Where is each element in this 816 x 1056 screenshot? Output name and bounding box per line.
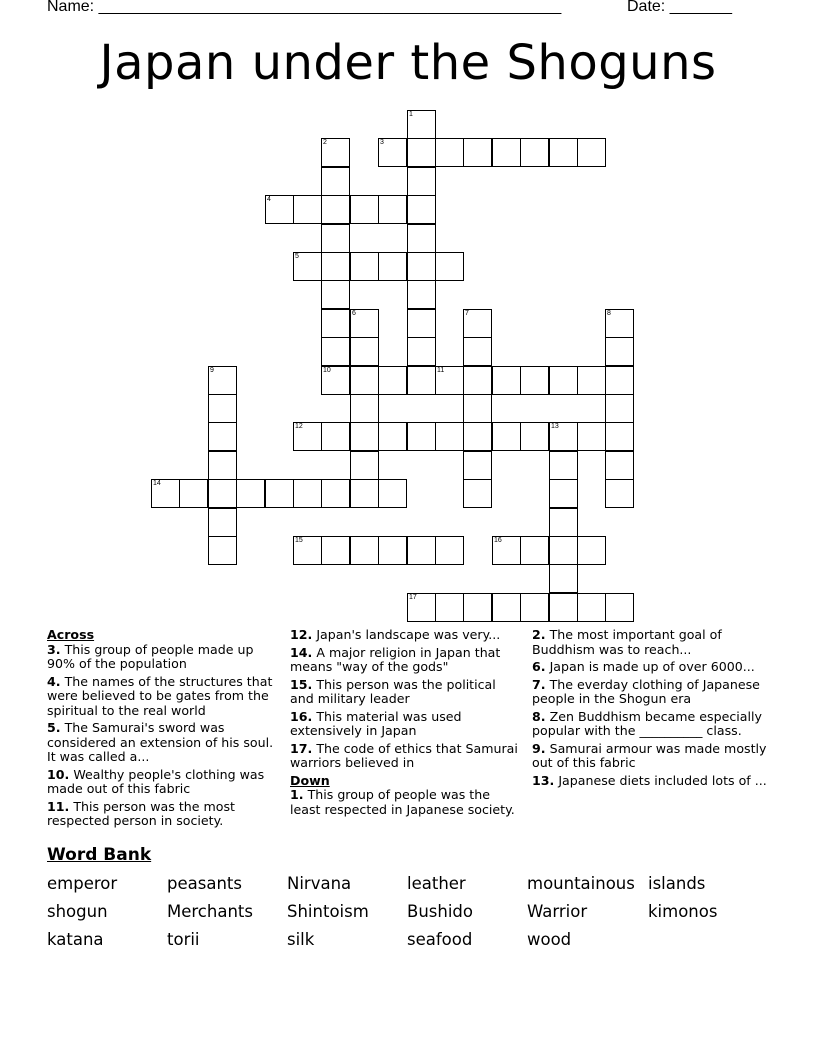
clue-number: 4	[267, 196, 271, 203]
clue-number: 12	[295, 423, 303, 430]
crossword-cell[interactable]	[492, 422, 521, 451]
crossword-cell[interactable]	[435, 138, 464, 167]
crossword-cell[interactable]	[407, 138, 436, 167]
clue-across-16: 16. This material was used extensively in Japan	[290, 708, 462, 738]
across-heading: Across	[47, 627, 95, 642]
word-bank-item: shogun	[47, 902, 108, 921]
crossword-cell[interactable]	[350, 479, 379, 508]
crossword-cell[interactable]	[463, 451, 492, 480]
crossword-cell[interactable]	[577, 536, 606, 565]
crossword-cell[interactable]	[605, 309, 634, 338]
crossword-cell[interactable]	[321, 309, 350, 338]
crossword-cell[interactable]	[321, 138, 350, 167]
crossword-cell[interactable]	[463, 309, 492, 338]
crossword-cell[interactable]	[407, 337, 436, 366]
crossword-cell[interactable]	[605, 394, 634, 423]
crossword-cell[interactable]	[407, 309, 436, 338]
crossword-cell[interactable]	[605, 366, 634, 395]
crossword-cell[interactable]	[463, 366, 492, 395]
word-bank-item: emperor	[47, 874, 118, 893]
crossword-cell[interactable]	[549, 536, 578, 565]
clue-number: 13	[551, 423, 559, 430]
crossword-cell[interactable]	[293, 252, 322, 281]
clue-number: 1	[409, 111, 413, 118]
crossword-cell[interactable]	[605, 451, 634, 480]
crossword-cell[interactable]	[492, 593, 521, 622]
crossword-cell[interactable]	[350, 195, 379, 224]
clues-column-1	[47, 628, 283, 832]
crossword-cell[interactable]	[549, 138, 578, 167]
clue-down-13: 13. Japanese diets included lots of ...	[532, 772, 767, 788]
crossword-cell[interactable]	[350, 252, 379, 281]
crossword-cell[interactable]	[549, 508, 578, 537]
crossword-cell[interactable]	[407, 280, 436, 309]
clue-number: 16	[494, 537, 502, 544]
clue-across-5: 5. The Samurai's sword was considered an extension of his soul. It was called a...	[47, 720, 274, 764]
word-bank-item: kimonos	[648, 902, 718, 921]
crossword-cell[interactable]	[549, 366, 578, 395]
crossword-cell[interactable]	[435, 252, 464, 281]
crossword-cell[interactable]	[378, 422, 407, 451]
crossword-cell[interactable]	[208, 479, 237, 508]
crossword-cell[interactable]	[549, 564, 578, 593]
crossword-cell[interactable]	[492, 536, 521, 565]
down-heading: Down	[290, 772, 330, 788]
crossword-cell[interactable]	[378, 366, 407, 395]
clue-across-4: 4. The names of the structures that were believed to be gates from the spiritual to the real world	[47, 673, 273, 718]
crossword-cell[interactable]	[435, 366, 464, 395]
clue-number: 2	[323, 139, 327, 146]
clue-across-12: 12. Japan's landscape was very...	[290, 627, 501, 642]
crossword-cell[interactable]	[463, 422, 492, 451]
clue-down-8: 8. Zen Buddhism became especially popular with the __________ class.	[532, 708, 762, 738]
crossword-cell[interactable]	[577, 366, 606, 395]
crossword-cell[interactable]	[407, 224, 436, 253]
date-field[interactable]: Date: _______	[627, 0, 732, 15]
word-bank-item: Bushido	[407, 902, 473, 921]
crossword-cell[interactable]	[350, 309, 379, 338]
crossword-cell[interactable]	[549, 451, 578, 480]
crossword-cell[interactable]	[520, 138, 549, 167]
clue-across-17: 17. The code of ethics that Samurai warriors believed in	[290, 740, 518, 770]
clue-across-10: 10. Wealthy people's clothing was made out of this fabric	[47, 766, 265, 796]
crossword-cell[interactable]	[492, 366, 521, 395]
crossword-cell[interactable]	[321, 167, 350, 196]
crossword-cell[interactable]	[236, 479, 265, 508]
word-bank-item: mountainous	[527, 874, 635, 893]
crossword-cell[interactable]	[350, 337, 379, 366]
crossword-cell[interactable]	[435, 536, 464, 565]
word-bank-item: Merchants	[167, 902, 253, 921]
crossword-cell[interactable]	[208, 508, 237, 537]
crossword-cell[interactable]	[463, 138, 492, 167]
crossword-cell[interactable]	[463, 593, 492, 622]
crossword-cell[interactable]	[321, 479, 350, 508]
clue-number: 14	[153, 480, 161, 487]
crossword-cell[interactable]	[407, 110, 436, 139]
word-bank-item: seafood	[407, 930, 473, 949]
crossword-cell[interactable]	[463, 479, 492, 508]
clue-number: 7	[465, 310, 469, 317]
page-title: Japan under the Shoguns	[99, 35, 717, 91]
clue-number: 8	[607, 310, 611, 317]
word-bank-item: Shintoism	[287, 902, 369, 921]
crossword-cell[interactable]	[321, 536, 350, 565]
crossword-cell[interactable]	[577, 422, 606, 451]
crossword-cell[interactable]	[208, 536, 237, 565]
clue-number: 17	[409, 594, 417, 601]
crossword-cell[interactable]	[407, 195, 436, 224]
crossword-cell[interactable]	[321, 337, 350, 366]
word-bank-heading: Word Bank	[47, 845, 152, 865]
clue-down-9: 9. Samurai armour was made mostly out of this fabric	[532, 740, 767, 770]
crossword-cell[interactable]	[605, 422, 634, 451]
clue-number: 5	[295, 253, 299, 260]
crossword-cell[interactable]	[265, 479, 294, 508]
crossword-cell[interactable]	[293, 195, 322, 224]
word-bank-item: wood	[527, 930, 572, 949]
clue-number: 9	[210, 367, 214, 374]
clue-number: 15	[295, 537, 303, 544]
clue-across-11: 11. This person was the most respected person in society.	[47, 798, 235, 828]
crossword-cell[interactable]	[549, 479, 578, 508]
crossword-cell[interactable]	[378, 252, 407, 281]
clue-down-1: 1. This group of people was the least respected in Japanese society.	[290, 787, 515, 817]
word-bank-item: silk	[287, 930, 315, 949]
clue-number: 6	[352, 310, 356, 317]
clue-number: 3	[380, 139, 384, 146]
clue-down-7: 7. The everday clothing of Japanese people in the Shogun era	[532, 676, 760, 706]
crossword-cell[interactable]	[350, 451, 379, 480]
crossword-cell[interactable]	[350, 394, 379, 423]
crossword-cell[interactable]	[378, 195, 407, 224]
crossword-cell[interactable]	[321, 422, 350, 451]
crossword-cell[interactable]	[407, 167, 436, 196]
crossword-cell[interactable]	[321, 366, 350, 395]
clue-down-6: 6. Japan is made up of over 6000...	[532, 659, 755, 674]
crossword-cell[interactable]	[520, 536, 549, 565]
name-field[interactable]: Name: ____________________________________________________	[47, 0, 562, 15]
crossword-cell[interactable]	[350, 536, 379, 565]
crossword-cell[interactable]	[435, 422, 464, 451]
word-bank-item: peasants	[167, 874, 242, 893]
crossword-cell[interactable]	[605, 479, 634, 508]
crossword-cell[interactable]	[208, 422, 237, 451]
crossword-cell[interactable]	[293, 422, 322, 451]
crossword-cell[interactable]	[605, 337, 634, 366]
word-bank-item: islands	[648, 874, 706, 893]
crossword-cell[interactable]	[407, 422, 436, 451]
crossword-cell[interactable]	[208, 451, 237, 480]
crossword-cell[interactable]	[520, 593, 549, 622]
clues-column-3	[532, 628, 768, 791]
crossword-cell[interactable]	[350, 366, 379, 395]
crossword-cell[interactable]	[293, 536, 322, 565]
crossword-cell[interactable]	[208, 366, 237, 395]
word-bank-item: Nirvana	[287, 874, 352, 893]
crossword-cell[interactable]	[179, 479, 208, 508]
crossword-cell[interactable]	[151, 479, 180, 508]
crossword-cell[interactable]	[407, 593, 436, 622]
clue-down-2: 2. The most important goal of Buddhism was to reach...	[532, 627, 722, 657]
word-bank-item: Warrior	[527, 902, 588, 921]
word-bank-item: katana	[47, 930, 104, 949]
crossword-cell[interactable]	[378, 479, 407, 508]
crossword-cell[interactable]	[463, 337, 492, 366]
crossword-cell[interactable]	[463, 394, 492, 423]
word-bank-item: leather	[407, 874, 466, 893]
crossword-cell[interactable]	[407, 536, 436, 565]
crossword-cell[interactable]	[520, 422, 549, 451]
crossword-cell[interactable]	[321, 280, 350, 309]
crossword-cell[interactable]	[577, 593, 606, 622]
clue-number: 11	[437, 367, 445, 374]
crossword-cell[interactable]	[577, 138, 606, 167]
crossword-cell[interactable]	[321, 252, 350, 281]
crossword-cell[interactable]	[549, 593, 578, 622]
clue-across-14: 14. A major religion in Japan that means "way of the gods"	[290, 644, 501, 674]
clue-number: 10	[323, 367, 331, 374]
crossword-cell[interactable]	[407, 252, 436, 281]
crossword-cell[interactable]	[350, 422, 379, 451]
crossword-cell[interactable]	[549, 422, 578, 451]
crossword-cell[interactable]	[492, 138, 521, 167]
crossword-cell[interactable]	[378, 138, 407, 167]
crossword-cell[interactable]	[321, 195, 350, 224]
crossword-cell[interactable]	[520, 366, 549, 395]
crossword-cell[interactable]	[378, 536, 407, 565]
clue-across-15: 15. This person was the political and military leader	[290, 676, 496, 706]
clue-across-3: 3. This group of people made up 90% of the population	[47, 641, 254, 671]
crossword-cell[interactable]	[605, 593, 634, 622]
crossword-cell[interactable]	[407, 366, 436, 395]
crossword-cell[interactable]	[293, 479, 322, 508]
crossword-cell[interactable]	[321, 224, 350, 253]
word-bank-item: torii	[167, 930, 200, 949]
clues-column-2	[290, 628, 522, 820]
crossword-cell[interactable]	[208, 394, 237, 423]
crossword-cell[interactable]	[435, 593, 464, 622]
crossword-cell[interactable]	[265, 195, 294, 224]
